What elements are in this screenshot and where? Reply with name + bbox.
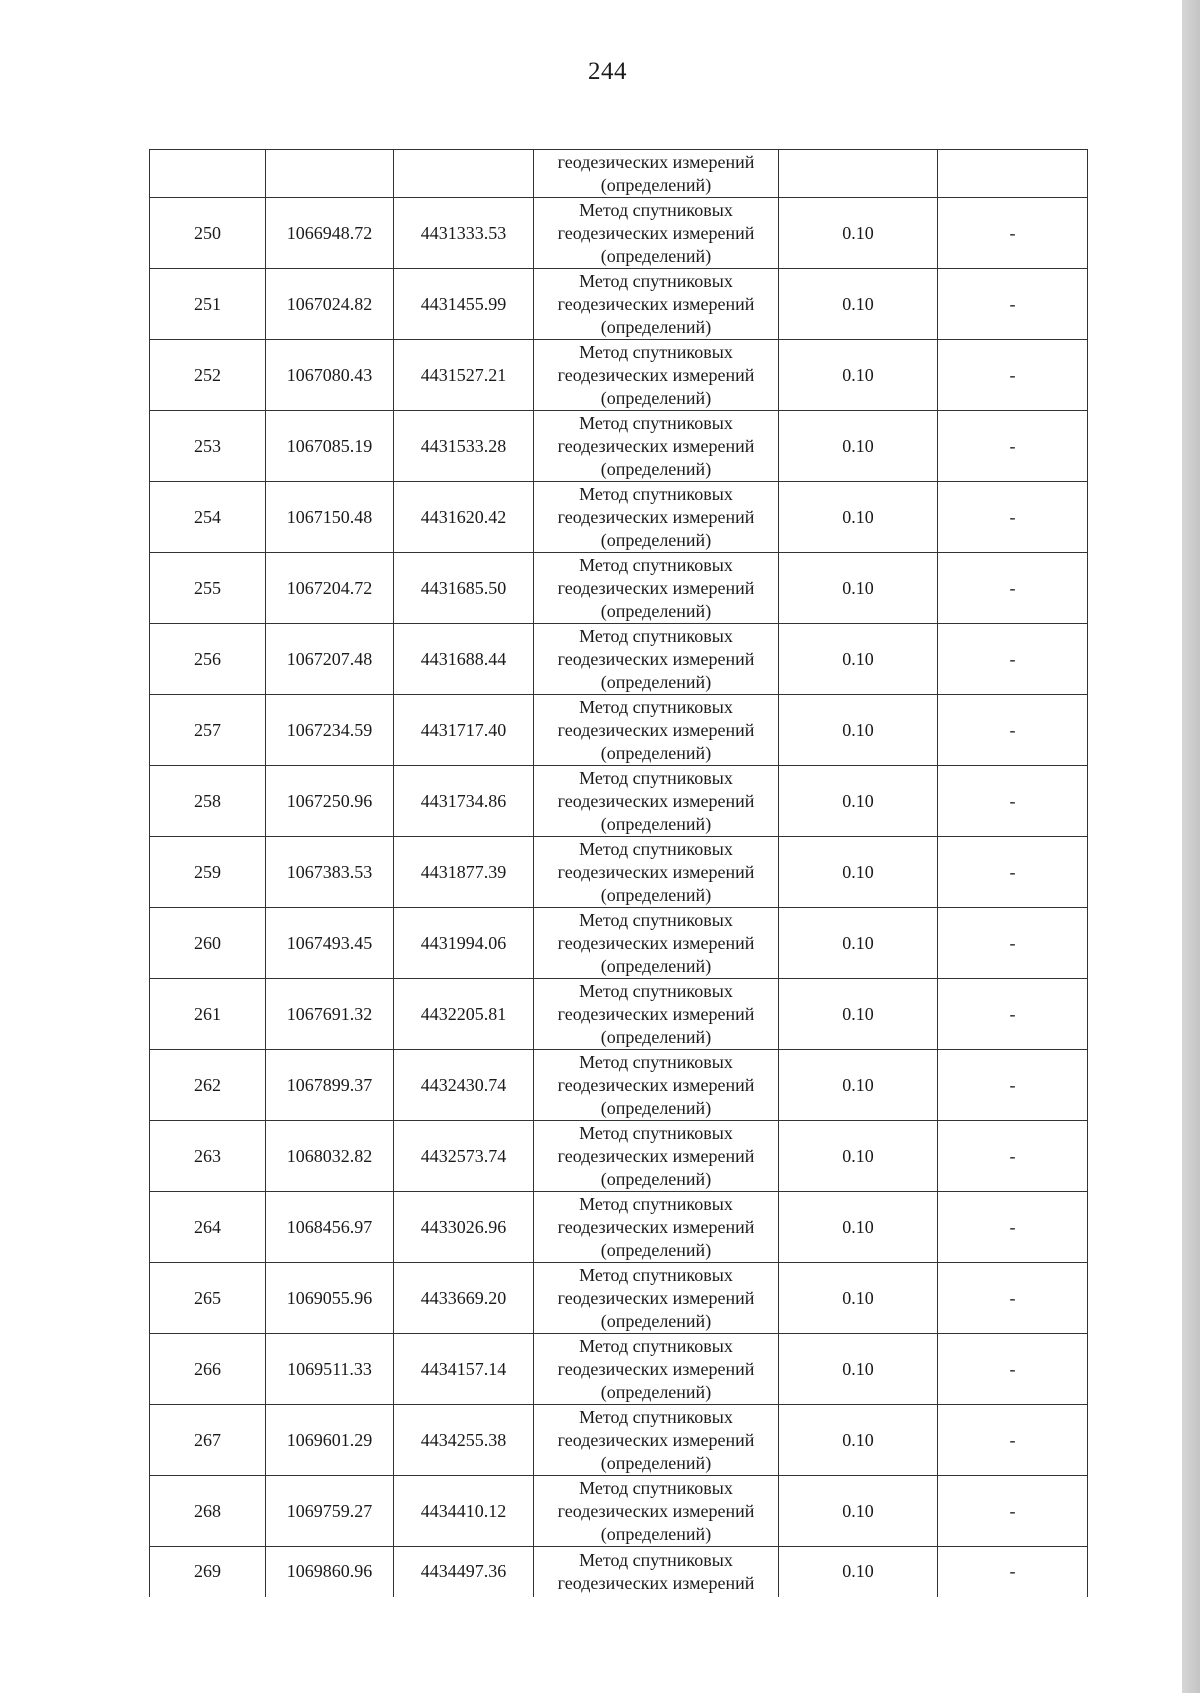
table-row (150, 1050, 1088, 1121)
method-line: геодезических измерений (557, 861, 755, 882)
method-line: геодезических измерений (557, 1003, 755, 1024)
cell-accuracy: 0.10 (779, 837, 938, 908)
cell-note: - (938, 198, 1088, 269)
method-line: (определений) (600, 600, 712, 621)
cell-point: 252 (150, 340, 266, 411)
cell-y: 4433026.96 (394, 1192, 534, 1263)
method-line: Метод спутниковых (579, 483, 733, 504)
cell-accuracy: 0.10 (779, 908, 938, 979)
cell-method (534, 1263, 779, 1334)
cell-note: - (938, 553, 1088, 624)
cell-accuracy: 0.10 (779, 979, 938, 1050)
table-body (150, 150, 1088, 1597)
table-row (150, 837, 1088, 908)
cell-note: - (938, 979, 1088, 1050)
method-line: Метод спутниковых (579, 554, 733, 575)
cell-method (534, 1121, 779, 1192)
cell-note: - (938, 624, 1088, 695)
scan-edge (1182, 0, 1200, 1693)
method-line: геодезических измерений (557, 1145, 755, 1166)
method-line: (определений) (600, 458, 712, 479)
method-line: геодезических измерений (557, 1287, 755, 1308)
cell-x: 1069055.96 (266, 1263, 394, 1334)
method-line: геодезических измерений (557, 932, 755, 953)
cell-method (534, 150, 779, 198)
cell-y: 4431455.99 (394, 269, 534, 340)
method-line: геодезических измерений (557, 222, 755, 243)
cell-note: - (938, 340, 1088, 411)
cell-y: 4431994.06 (394, 908, 534, 979)
cell-accuracy: 0.10 (779, 1121, 938, 1192)
cell-x: 1068456.97 (266, 1192, 394, 1263)
method-line: (определений) (600, 1310, 712, 1331)
cell-method (534, 1050, 779, 1121)
cell-note: - (938, 1547, 1088, 1597)
method-line: Метод спутниковых (579, 1477, 733, 1498)
cell-y: 4431533.28 (394, 411, 534, 482)
method-line: (определений) (600, 174, 712, 195)
cell-point (150, 150, 266, 198)
cell-x: 1067493.45 (266, 908, 394, 979)
cell-point: 266 (150, 1334, 266, 1405)
table-row (150, 553, 1088, 624)
cell-accuracy: 0.10 (779, 1192, 938, 1263)
method-line: Метод спутниковых (579, 909, 733, 930)
cell-y: 4432573.74 (394, 1121, 534, 1192)
method-line: (определений) (600, 1026, 712, 1047)
table-row (150, 1476, 1088, 1547)
cell-x: 1067024.82 (266, 269, 394, 340)
method-line: геодезических измерений (557, 790, 755, 811)
cell-method (534, 1405, 779, 1476)
method-line: геодезических измерений (557, 1429, 755, 1450)
cell-point: 269 (150, 1547, 266, 1597)
method-line: (определений) (600, 387, 712, 408)
method-line: геодезических измерений (557, 577, 755, 598)
cell-point: 254 (150, 482, 266, 553)
cell-point: 250 (150, 198, 266, 269)
cell-x: 1067080.43 (266, 340, 394, 411)
cell-y: 4433669.20 (394, 1263, 534, 1334)
method-line: Метод спутниковых (579, 1122, 733, 1143)
cell-x (266, 150, 394, 198)
cell-accuracy: 0.10 (779, 411, 938, 482)
cell-x: 1069860.96 (266, 1547, 394, 1597)
cell-point: 262 (150, 1050, 266, 1121)
table-row (150, 411, 1088, 482)
cell-method (534, 837, 779, 908)
cell-y: 4431685.50 (394, 553, 534, 624)
cell-point: 253 (150, 411, 266, 482)
cell-x: 1069601.29 (266, 1405, 394, 1476)
cell-point: 259 (150, 837, 266, 908)
cell-accuracy: 0.10 (779, 1334, 938, 1405)
cell-y: 4431333.53 (394, 198, 534, 269)
method-line: (определений) (600, 529, 712, 550)
method-line: геодезических измерений (557, 719, 755, 740)
cell-note: - (938, 1405, 1088, 1476)
cell-method (534, 908, 779, 979)
method-line: Метод спутниковых (579, 341, 733, 362)
method-line: (определений) (600, 742, 712, 763)
cell-point: 258 (150, 766, 266, 837)
cell-point: 265 (150, 1263, 266, 1334)
method-line: геодезических измерений (557, 151, 755, 172)
cell-note: - (938, 411, 1088, 482)
method-line: (определений) (600, 1168, 712, 1189)
cell-note: - (938, 1476, 1088, 1547)
method-line: Метод спутниковых (579, 270, 733, 291)
method-line: Метод спутниковых (579, 696, 733, 717)
cell-accuracy: 0.10 (779, 1050, 938, 1121)
cell-x: 1069759.27 (266, 1476, 394, 1547)
cell-x: 1067085.19 (266, 411, 394, 482)
method-line: (определений) (600, 1239, 712, 1260)
method-line: геодезических измерений (557, 648, 755, 669)
cell-method (534, 553, 779, 624)
cell-point: 268 (150, 1476, 266, 1547)
cell-point: 261 (150, 979, 266, 1050)
method-line: Метод спутниковых (579, 625, 733, 646)
cell-note: - (938, 908, 1088, 979)
cell-note: - (938, 1121, 1088, 1192)
cell-note: - (938, 695, 1088, 766)
cell-accuracy: 0.10 (779, 1476, 938, 1547)
method-line: геодезических измерений (557, 1500, 755, 1521)
method-line: геодезических измерений (557, 293, 755, 314)
table-row (150, 1405, 1088, 1476)
method-line: (определений) (600, 813, 712, 834)
cell-y (394, 150, 534, 198)
cell-x: 1067899.37 (266, 1050, 394, 1121)
method-line: геодезических измерений (557, 506, 755, 527)
cell-x: 1067383.53 (266, 837, 394, 908)
cell-method (534, 1476, 779, 1547)
method-line: (определений) (600, 671, 712, 692)
method-line: Метод спутниковых (579, 1264, 733, 1285)
cell-y: 4434497.36 (394, 1547, 534, 1597)
method-line: Метод спутниковых (579, 412, 733, 433)
method-line: геодезических измерений (557, 1573, 755, 1593)
table-row (150, 766, 1088, 837)
method-line: геодезических измерений (557, 1074, 755, 1095)
method-line: (определений) (600, 1097, 712, 1118)
cell-method (534, 1192, 779, 1263)
cell-y: 4432430.74 (394, 1050, 534, 1121)
method-line: Метод спутниковых (579, 838, 733, 859)
method-line: Метод спутниковых (579, 1550, 733, 1570)
method-line: Метод спутниковых (579, 980, 733, 1001)
cell-point: 256 (150, 624, 266, 695)
cell-note: - (938, 269, 1088, 340)
method-line: геодезических измерений (557, 364, 755, 385)
cell-y: 4434157.14 (394, 1334, 534, 1405)
cell-accuracy: 0.10 (779, 1405, 938, 1476)
cell-x: 1067250.96 (266, 766, 394, 837)
cell-point: 257 (150, 695, 266, 766)
cell-x: 1066948.72 (266, 198, 394, 269)
cell-y: 4431527.21 (394, 340, 534, 411)
method-line: (определений) (600, 316, 712, 337)
table-row (150, 340, 1088, 411)
cell-y: 4431717.40 (394, 695, 534, 766)
cell-point: 263 (150, 1121, 266, 1192)
table-row (150, 269, 1088, 340)
cell-x: 1067207.48 (266, 624, 394, 695)
cell-y: 4434410.12 (394, 1476, 534, 1547)
cell-method (534, 340, 779, 411)
table-row (150, 624, 1088, 695)
cell-accuracy: 0.10 (779, 1547, 938, 1597)
cell-y: 4434255.38 (394, 1405, 534, 1476)
cell-y: 4431877.39 (394, 837, 534, 908)
cell-accuracy: 0.10 (779, 269, 938, 340)
cell-y: 4431620.42 (394, 482, 534, 553)
cell-accuracy: 0.10 (779, 695, 938, 766)
method-line: (определений) (600, 245, 712, 266)
cell-accuracy: 0.10 (779, 198, 938, 269)
method-line: (определений) (600, 1452, 712, 1473)
cell-point: 251 (150, 269, 266, 340)
cell-x: 1067150.48 (266, 482, 394, 553)
cell-x: 1067234.59 (266, 695, 394, 766)
cell-note: - (938, 1192, 1088, 1263)
cell-y: 4431688.44 (394, 624, 534, 695)
table-row (150, 1121, 1088, 1192)
cell-accuracy: 0.10 (779, 624, 938, 695)
cell-note: - (938, 766, 1088, 837)
cell-note: - (938, 837, 1088, 908)
method-line: Метод спутниковых (579, 767, 733, 788)
cell-point: 255 (150, 553, 266, 624)
cell-method (534, 482, 779, 553)
cell-method (534, 1547, 779, 1597)
method-line: (определений) (600, 955, 712, 976)
table-row (150, 979, 1088, 1050)
cell-y: 4432205.81 (394, 979, 534, 1050)
cell-note: - (938, 1334, 1088, 1405)
cell-y: 4431734.86 (394, 766, 534, 837)
table-row (150, 1192, 1088, 1263)
cell-note: - (938, 1050, 1088, 1121)
cell-note (938, 150, 1088, 198)
cell-method (534, 979, 779, 1050)
cell-method (534, 411, 779, 482)
cell-note: - (938, 1263, 1088, 1334)
method-line: (определений) (600, 1523, 712, 1544)
table-row (150, 482, 1088, 553)
cell-x: 1069511.33 (266, 1334, 394, 1405)
method-line: Метод спутниковых (579, 1193, 733, 1214)
cell-method (534, 269, 779, 340)
cell-method (534, 624, 779, 695)
method-line: (определений) (600, 884, 712, 905)
cell-x: 1068032.82 (266, 1121, 394, 1192)
cell-accuracy (779, 150, 938, 198)
table-row (150, 908, 1088, 979)
cell-accuracy: 0.10 (779, 766, 938, 837)
cell-accuracy: 0.10 (779, 1263, 938, 1334)
table-row (150, 1334, 1088, 1405)
cell-point: 264 (150, 1192, 266, 1263)
table-row (150, 198, 1088, 269)
cell-x: 1067691.32 (266, 979, 394, 1050)
method-line: геодезических измерений (557, 435, 755, 456)
method-line: геодезических измерений (557, 1358, 755, 1379)
method-line: Метод спутниковых (579, 1051, 733, 1072)
method-line: геодезических измерений (557, 1216, 755, 1237)
table-row (150, 695, 1088, 766)
method-line: (определений) (600, 1381, 712, 1402)
cell-accuracy: 0.10 (779, 340, 938, 411)
cell-method (534, 198, 779, 269)
method-line: Метод спутниковых (579, 199, 733, 220)
cell-point: 260 (150, 908, 266, 979)
method-line: Метод спутниковых (579, 1406, 733, 1427)
cell-point: 267 (150, 1405, 266, 1476)
cell-method (534, 695, 779, 766)
method-line: Метод спутниковых (579, 1335, 733, 1356)
page-number: 244 (588, 58, 627, 85)
cell-accuracy: 0.10 (779, 482, 938, 553)
table-row-continuation (150, 150, 1088, 198)
cell-accuracy: 0.10 (779, 553, 938, 624)
cell-method (534, 1334, 779, 1405)
table-row (150, 1547, 1088, 1597)
coordinates-table (149, 149, 1088, 1597)
table-row (150, 1263, 1088, 1334)
cell-note: - (938, 482, 1088, 553)
cell-method (534, 766, 779, 837)
cell-x: 1067204.72 (266, 553, 394, 624)
